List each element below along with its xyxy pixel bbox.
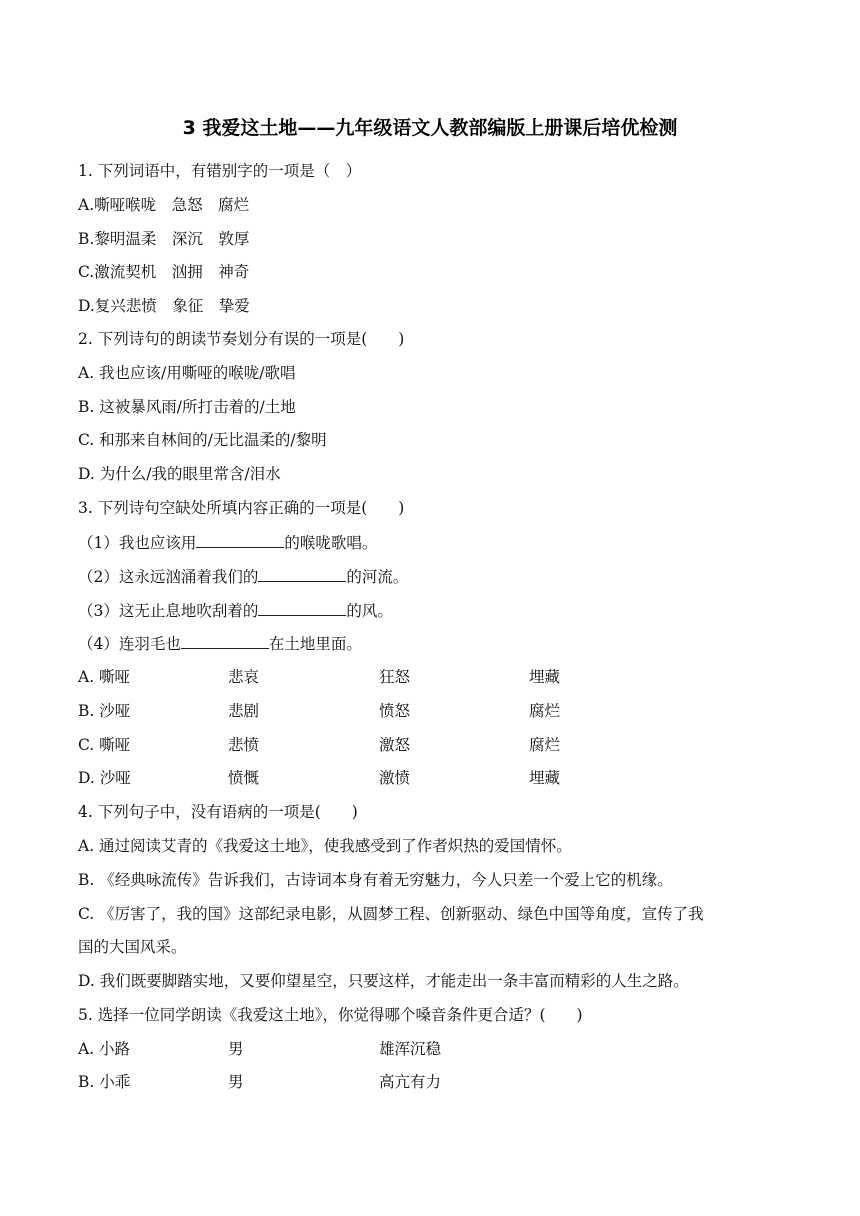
q2-option-c: C. 和那来自林间的/无比温柔的/黎明	[78, 431, 327, 449]
q5-option-a-name: A. 小路	[78, 1040, 131, 1058]
q5-option-b-gender: 男	[228, 1073, 244, 1091]
q5-option-a-gender: 男	[228, 1040, 244, 1058]
q3-item-3-pre: （3）这无止息地吹刮着的	[78, 602, 259, 620]
q3-option-d-col4: 埋藏	[529, 769, 561, 787]
document-title: 3 我爱这土地——九年级语文人教部编版上册课后培优检测	[182, 117, 678, 139]
q3-item-1	[78, 532, 377, 553]
q4-option-b: B. 《经典咏流传》告诉我们，古诗词本身有着无穷魅力，今人只差一个爱上它的机缘。	[78, 871, 673, 889]
q3-option-a-col2: 悲哀	[228, 668, 260, 686]
fill-blank	[258, 566, 346, 582]
q2-option-a: A. 我也应该/用嘶哑的喉咙/歌唱	[78, 364, 296, 382]
q4-option-c: C. 《厉害了，我的国》这部纪录电影，从圆梦工程、创新驱动、绿色中国等角度，宣传了我	[78, 905, 704, 923]
q3-option-d-col3: 激愤	[379, 769, 411, 787]
q3-option-d-col1: D. 沙哑	[78, 769, 131, 787]
q1-option-c: C.激流契机 汹拥 神奇	[78, 263, 250, 281]
q3-stem: 3. 下列诗句空缺处所填内容正确的一项是( )	[78, 499, 405, 517]
q2-option-d: D. 为什么/我的眼里常含/泪水	[78, 465, 281, 483]
q3-item-4	[78, 633, 362, 654]
q3-item-1-post: 的喉咙歌唱。	[284, 534, 378, 552]
q3-option-a-col1: A. 嘶哑	[78, 668, 131, 686]
q3-option-b-col3: 愤怒	[379, 702, 411, 720]
q4-stem: 4. 下列句子中，没有语病的一项是( )	[78, 803, 358, 821]
q3-option-b-col4: 腐烂	[529, 702, 561, 720]
q3-item-2-pre: （2）这永远汹涌着我们的	[78, 568, 259, 586]
q2-stem: 2. 下列诗句的朗读节奏划分有误的一项是( )	[78, 330, 405, 348]
q3-item-4-pre: （4）连羽毛也	[78, 635, 181, 653]
q3-item-4-post: 在土地里面。	[268, 635, 362, 653]
q1-option-b: B.黎明温柔 深沉 敦厚	[78, 230, 250, 248]
fill-blank	[181, 633, 269, 649]
q3-option-d-col2: 愤慨	[228, 769, 260, 787]
q4-option-c-cont: 国的大国风采。	[78, 938, 187, 956]
q3-option-c-col4: 腐烂	[529, 736, 561, 754]
fill-blank	[258, 600, 346, 616]
q2-option-b: B. 这被暴风雨/所打击着的/土地	[78, 398, 296, 416]
q3-option-c-col3: 激怒	[379, 736, 411, 754]
q3-option-b-col1: B. 沙哑	[78, 702, 131, 720]
q3-item-3	[78, 600, 393, 621]
q3-option-a-col4: 埋藏	[529, 668, 561, 686]
q1-option-d: D.复兴悲愤 象征 挚爱	[78, 297, 250, 315]
q5-option-b-name: B. 小乖	[78, 1073, 131, 1091]
q3-option-c-col1: C. 嘶哑	[78, 736, 131, 754]
q3-option-a-col3: 狂怒	[379, 668, 411, 686]
q5-option-b-voice: 高亢有力	[379, 1073, 442, 1091]
q4-option-a: A. 通过阅读艾青的《我爱这土地》，使我感受到了作者炽热的爱国情怀。	[78, 837, 572, 855]
q3-option-c-col2: 悲愤	[228, 736, 260, 754]
q3-item-2-post: 的河流。	[346, 568, 409, 586]
q5-option-a-voice: 雄浑沉稳	[379, 1040, 442, 1058]
fill-blank	[196, 532, 284, 548]
q3-item-1-pre: （1）我也应该用	[78, 534, 197, 552]
q5-stem: 5. 选择一位同学朗读《我爱这土地》，你觉得哪个嗓音条件更合适？( )	[78, 1006, 583, 1024]
q4-option-d: D. 我们既要脚踏实地，又要仰望星空，只要这样，才能走出一条丰富而精彩的人生之路。	[78, 972, 689, 990]
q1-option-a: A.嘶哑喉咙 急怒 腐烂	[78, 196, 250, 214]
q3-item-3-post: 的风。	[346, 602, 393, 620]
q3-item-2	[78, 566, 408, 587]
q3-option-b-col2: 悲剧	[228, 702, 260, 720]
q1-stem: 1. 下列词语中，有错别字的一项是（ ）	[78, 162, 362, 180]
